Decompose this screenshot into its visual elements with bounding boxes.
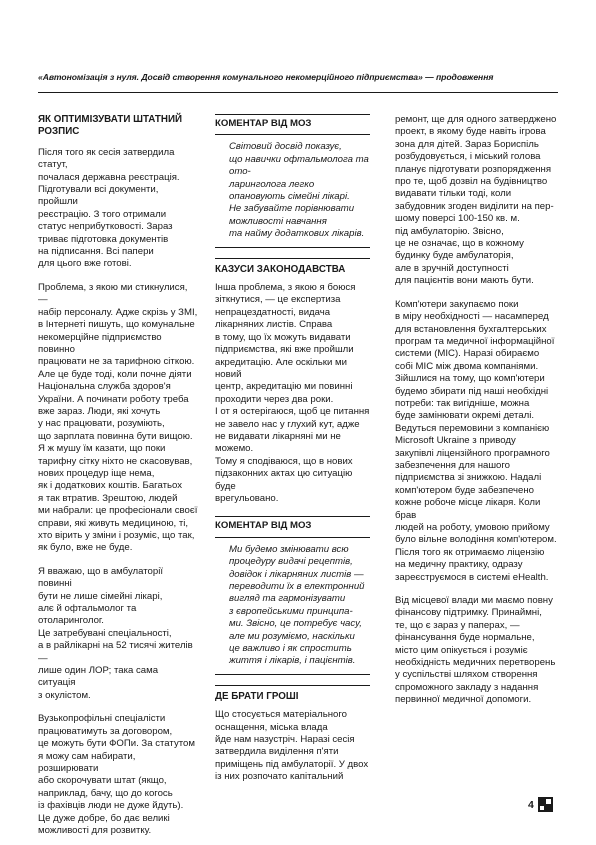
paragraph: Я вважаю, що в амбулаторії повинні бути не лише сімейні лікарі, алє й офтальмолог та отоларинголог. Це затребувані спеціальності, а в райлікарні на 52 тисячі жителів — лише один ЛОР; така сама ситуація з окулістом. <box>38 565 193 701</box>
moz-comment-text: Світовий досвід показує, що навички офтальмолога та ото- ларинголога легко опановують сімейні лікарі. Не забувайте порівнювати можливості навчання та найму додаткових лікарів. <box>229 141 369 240</box>
paragraph: Комп'ютери закупаємо поки в міру необхідності — насамперед для встановлення бухгалтерських програм та медичної інформаційної системи (МІС). Наразі обираємо собі МІС між двома компаніями. Зійшлися на тому, що комп'ютери будемо збирати під наші необхідні потреби: так вигідніше, можна буде замінювати окремі деталі. Ведуться перемовини з компанією Microsoft Ukraine з приводу закупівлі ліцензійного програмного забезпечення для нашого підприємства зі знижкою. Надалі комп'ютером буде забезпечено кожне робоче місце лікаря. Коли брав людей на роботу, умовою прийому було вільне володіння комп'ютером. Після того як отримаємо ліцензію на медичну практику, одразу зареєструємося в системі eHealth. <box>395 298 557 583</box>
moz-comment-text: Ми будемо змінювати всю процедуру видачі рецептів, довідок і лікарняних листів — переводити їх в електронний вигляд та гармонізувати з європейськими принципа- ми. Звісно, це потребує часу, але ми розуміємо, наскільки це важливо і як спростить життя і лікарів, і пацієнтів. <box>229 543 365 667</box>
moz-comment-title: КОМЕНТАР ВІД МОЗ <box>215 520 370 537</box>
moz-comment-box <box>215 516 370 674</box>
section-head-legislation <box>215 258 370 276</box>
paragraph: Вузькопрофільні спеціалісти працюватимуть за договором, це можуть бути ФОПи. За статутом я можу сам набирати, розширювати або скорочувати штат (якщо, наприклад, бачу, що до когось із фахівців люди не дуже йдуть). Це дуже добре, бо дає великі можливості для розвитку. <box>38 713 195 836</box>
grid-square-logo-icon <box>538 797 553 812</box>
section-heading-legislation: КАЗУСИ ЗАКОНОДАВСТВА <box>215 263 346 275</box>
paragraph: Проблема, з якою ми стикнулися, — набір персоналу. Адже скрізь у ЗМІ, в Інтернеті пишуть, що комунальне некомерційне підприємство повинно працювати не за тарифною сіткою. Але це буде тоді, коли почне діяти Національна служба здоров'я України. А починати роботу треба вже зараз. Люди, які хочуть у нас працювати, розуміють, що зарплата повинна бути вищою. Я ж мушу їм казати, що поки тарифну сітку ніхто не скасовував, нових процедур іще нема, як і додаткових коштів. Багатьох я так втратив. Зрештою, людей ми набрали: це професіонали своєї справи, які живуть медициною, ті, хто вірить у зміни і розуміє, що так, як було, вже не буде. <box>38 281 198 554</box>
column-1 <box>38 114 198 837</box>
column-2 <box>215 114 370 784</box>
paragraph: Інша проблема, з якою я боюся зіткнутися, — це експертиза непрацездатності, видача лікарняних листів. Справа в тому, що їх можуть видавати підприємства, які вже пройшли акредитацію. Але оскільки ми новий центр, акредитацію ми повинні проходити через два роки. І от я остерігаюся, щоб це питання не завело нас у глухий кут, адже не видавати лікарняні ми не можемо. Тому я сподіваюся, що в нових підзаконних актах цю ситуацію буде врегульовано. <box>215 282 370 504</box>
moz-comment-title: КОМЕНТАР ВІД МОЗ <box>215 118 370 135</box>
column-3 <box>395 114 557 707</box>
paragraph: Що стосується матеріального оснащення, міська влада йде нам назустріч. Наразі сесія затвердила виділення п'яти приміщень під амбулаторії. У двох із них розпочато капітальний <box>215 709 369 783</box>
running-header: «Автономізація з нуля. Досвід створення комунального некомерційного підприємства» — продовження <box>38 72 494 82</box>
paragraph: Від місцевої влади ми маємо повну фінансову підтримку. Принаймні, те, що є зараз у паперах, — фінансування буде нормальне, місто цим опікується і розуміє необхідність медичних перетворень у суспільстві шляхом створення спроможного закладу з надання первинної медичної допомоги. <box>395 595 556 706</box>
header-rule <box>38 92 558 93</box>
section-heading-money: ДЕ БРАТИ ГРОШІ <box>215 690 299 702</box>
section-head-money <box>215 685 370 703</box>
paragraph: ремонт, ще для одного затверджено проект, в якому буде навіть ігрова зона для дітей. Зараз Бориспіль розбудовується, і міський голова планує підготувати розпорядження про те, щоб дозвіл на будівництво видавати тільки тоді, коли забудовник згоден виділити на пер- шому поверсі 100-150 кв. м. під амбулаторію. Звісно, це не означає, що в кожному будинку буде амбулаторія, але в зручній доступності для пацієнтів вони мають бути. <box>395 114 557 287</box>
page-number: 4 <box>528 798 534 811</box>
page-footer <box>528 797 553 812</box>
paragraph: Після того як сесія затвердила статут, почалася державна реєстрація. Підготували всі документи, пройшли реєстрацію. З того отримали статус неприбутковості. Зараз триває підготовка документів на підписання. Всі папери для цього вже готові. <box>38 146 180 270</box>
moz-comment-box <box>215 114 370 248</box>
section-heading-staffing: ЯК ОПТИМІЗУВАТИ ШТАТНИЙ РОЗПИС <box>38 114 183 138</box>
